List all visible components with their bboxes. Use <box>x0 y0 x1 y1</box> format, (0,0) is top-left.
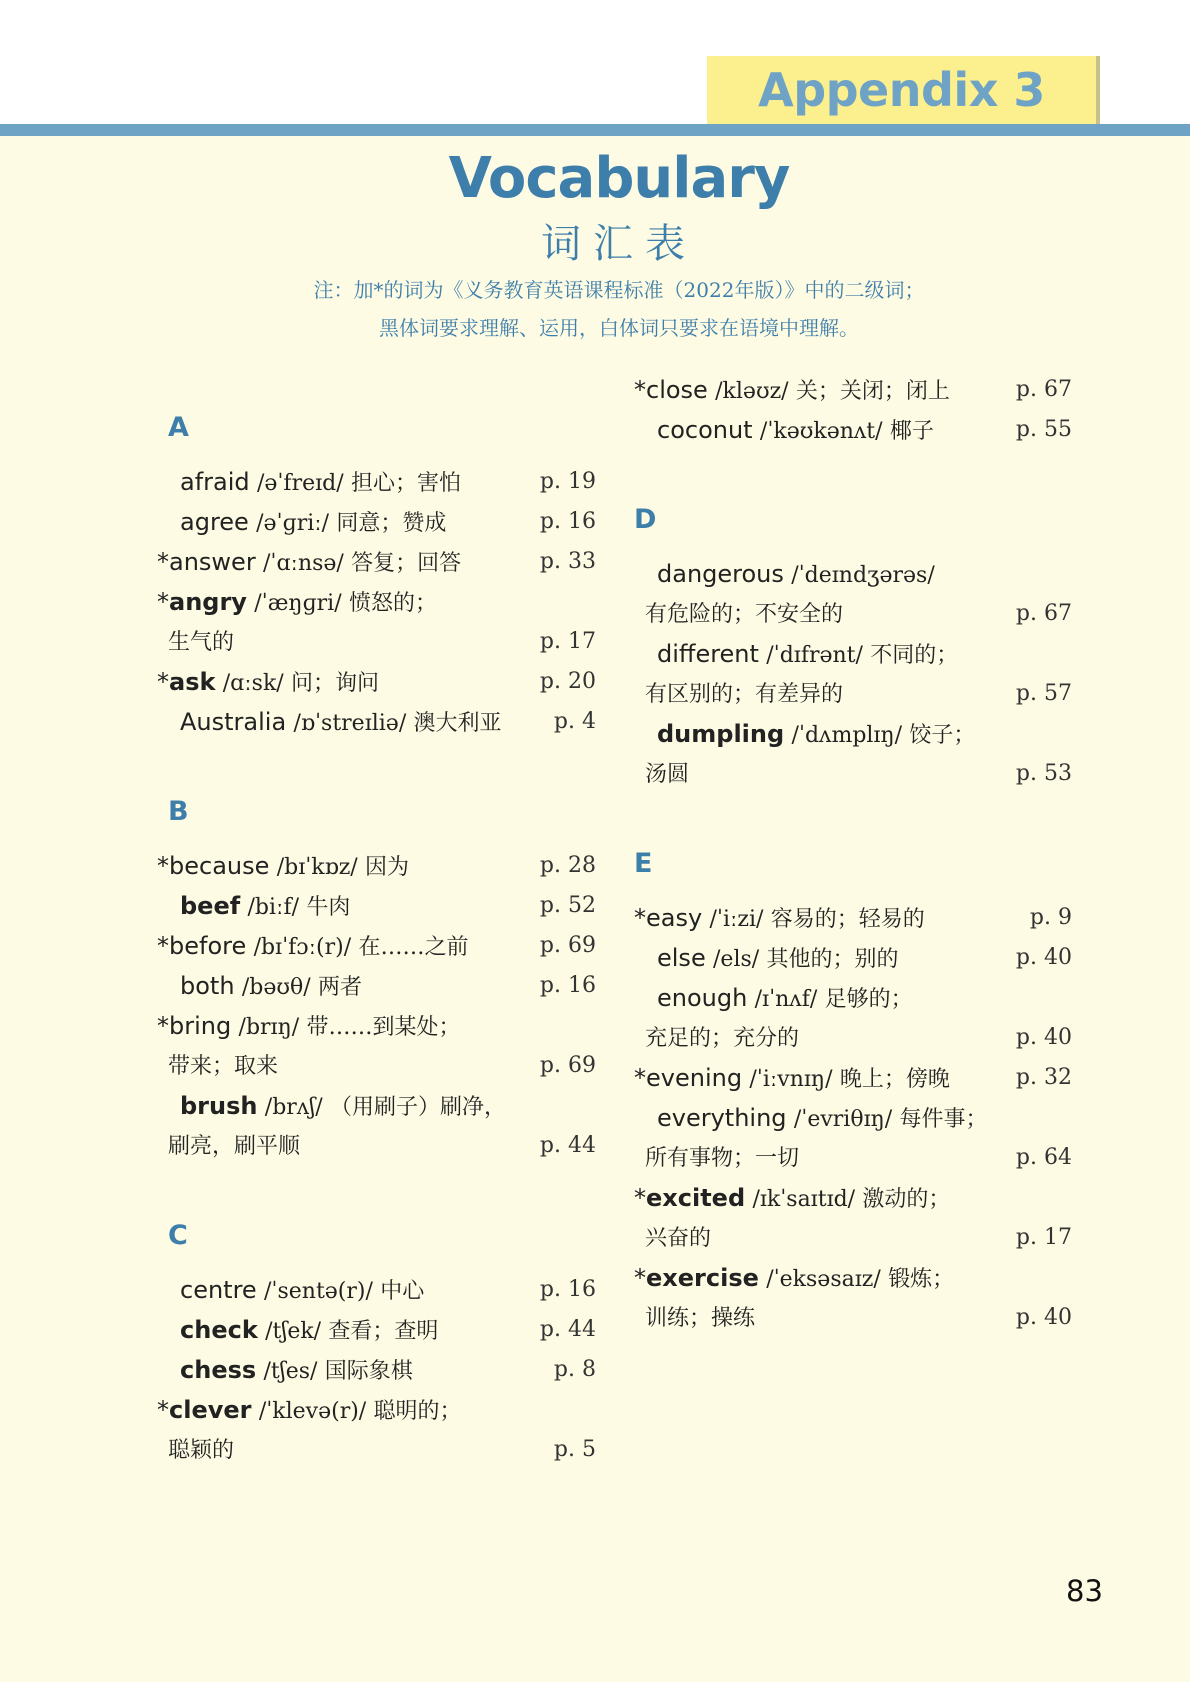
vocab-word: ask <box>169 668 216 696</box>
vocab-entry: *ask /ɑːsk/ 问；询问 p. 20 <box>157 668 596 696</box>
vocab-word: else <box>657 944 706 972</box>
vocab-entry: *excited /ɪkˈsaɪtɪd/ 激动的； <box>634 1184 951 1212</box>
note-line-1: 注：加*的词为《义务教育英语课程标准（2022年版）》中的二级词； <box>313 278 925 302</box>
vocab-entry: Australia /ɒˈstreɪliə/ 澳大利亚 p. 4 <box>180 708 596 736</box>
vocab-entry: beef /biːf/ 牛肉 p. 52 <box>180 892 596 920</box>
vocab-word: bring <box>169 1012 232 1040</box>
vocab-word: evening <box>646 1064 743 1092</box>
vocab-word: beef <box>180 892 241 920</box>
vocab-entry-continued: 兴奋的 p. 17 <box>645 1222 1072 1254</box>
vocab-entry: coconut /ˈkəʊkənʌt/ 椰子 p. 55 <box>657 416 1072 444</box>
page-ref: p. 19 <box>539 469 596 494</box>
vocab-word: brush <box>180 1092 258 1120</box>
vocab-entry-continued: 充足的；充分的 p. 40 <box>645 1022 1072 1054</box>
page-ref: p. 32 <box>1015 1065 1072 1090</box>
page-ref: p. 40 <box>1015 1305 1072 1330</box>
page-title: Vocabulary <box>448 146 790 211</box>
page-ref: p. 69 <box>539 1053 596 1078</box>
page-ref: p. 55 <box>1015 417 1072 442</box>
page-ref: p. 64 <box>1015 1145 1072 1170</box>
page-ref: p. 69 <box>539 933 596 958</box>
vocab-word: afraid <box>180 468 250 496</box>
note-line-2: 黑体词要求理解、运用，白体词只要求在语境中理解。 <box>379 316 859 340</box>
page-ref: p. 28 <box>539 853 596 878</box>
vocab-entry: *because /bɪˈkɒz/ 因为 p. 28 <box>157 852 596 880</box>
section-letter-e: E <box>634 848 653 879</box>
vocab-entry-continued: 有危险的；不安全的 p. 67 <box>645 598 1072 630</box>
page-ref: p. 9 <box>1029 905 1072 930</box>
header-rule <box>0 124 1190 136</box>
vocab-entry-continued: 汤圆 p. 53 <box>645 758 1072 790</box>
page-ref: p. 17 <box>1015 1225 1072 1250</box>
page-ref: p. 4 <box>553 709 596 734</box>
section-letter-c: C <box>168 1220 188 1251</box>
page-ref: p. 33 <box>539 549 596 574</box>
vocab-entry-continued: 有区别的；有差异的 p. 57 <box>645 678 1072 710</box>
page-ref: p. 57 <box>1015 681 1072 706</box>
vocab-entry: *clever /ˈklevə(r)/ 聪明的； <box>157 1396 462 1424</box>
vocab-word: excited <box>646 1184 746 1212</box>
section-letter-d: D <box>634 504 657 535</box>
vocab-word: because <box>169 852 270 880</box>
vocab-word: different <box>657 640 759 668</box>
vocab-entry: different /ˈdɪfrənt/ 不同的； <box>657 640 959 668</box>
page-ref: p. 16 <box>539 509 596 534</box>
vocab-entry-continued: 刷亮，刷平顺 p. 44 <box>168 1130 596 1162</box>
vocab-entry-continued: 训练；操练 p. 40 <box>645 1302 1072 1334</box>
section-letter-a: A <box>168 412 189 443</box>
vocab-entry: *before /bɪˈfɔː(r)/ 在……之前 p. 69 <box>157 932 596 960</box>
section-letter-b: B <box>168 796 189 827</box>
vocab-word: close <box>646 376 708 404</box>
page-ref: p. 67 <box>1015 377 1072 402</box>
vocab-entry-continued: 聪颖的 p. 5 <box>168 1434 596 1466</box>
vocab-word: Australia <box>180 708 287 736</box>
page-subtitle: 词汇表 <box>541 221 697 267</box>
vocab-entry: *answer /ˈɑːnsə/ 答复；回答 p. 33 <box>157 548 596 576</box>
page-ref: p. 8 <box>553 1357 596 1382</box>
page-number: 83 <box>1066 1574 1103 1608</box>
vocab-word: answer <box>169 548 256 576</box>
vocab-word: centre <box>180 1276 257 1304</box>
page-ref: p. 44 <box>539 1317 596 1342</box>
vocab-entry: dumpling /ˈdʌmplɪŋ/ 饺子； <box>657 720 976 748</box>
vocab-entry: *bring /brɪŋ/ 带……到某处； <box>157 1012 461 1040</box>
vocab-entry: both /bəʊθ/ 两者 p. 16 <box>180 972 596 1000</box>
page-ref: p. 16 <box>539 1277 596 1302</box>
page-ref: p. 20 <box>539 669 596 694</box>
vocab-entry: afraid /əˈfreɪd/ 担心；害怕 p. 19 <box>180 468 596 496</box>
vocab-entry: *evening /ˈiːvnɪŋ/ 晚上；傍晚 p. 32 <box>634 1064 1072 1092</box>
vocab-entry: *angry /ˈæŋɡri/ 愤怒的； <box>157 588 437 616</box>
vocab-entry: everything /ˈevriθɪŋ/ 每件事； <box>657 1104 988 1132</box>
vocab-entry: dangerous /ˈdeɪndʒərəs/ <box>657 560 935 588</box>
vocab-word: easy <box>646 904 703 932</box>
vocab-word: chess <box>180 1356 257 1384</box>
vocab-entry: agree /əˈɡriː/ 同意；赞成 p. 16 <box>180 508 596 536</box>
vocab-entry: *easy /ˈiːzi/ 容易的；轻易的 p. 9 <box>634 904 1072 932</box>
vocab-entry-continued: 带来；取来 p. 69 <box>168 1050 596 1082</box>
vocab-entry: enough /ɪˈnʌf/ 足够的； <box>657 984 913 1012</box>
page-ref: p. 17 <box>539 629 596 654</box>
page-ref: p. 53 <box>1015 761 1072 786</box>
vocab-entry-continued: 所有事物；一切 p. 64 <box>645 1142 1072 1174</box>
vocab-word: dangerous <box>657 560 784 588</box>
appendix-label: Appendix 3 <box>707 56 1096 124</box>
page-ref: p. 5 <box>553 1437 596 1462</box>
vocab-word: before <box>169 932 247 960</box>
page-ref: p. 40 <box>1015 945 1072 970</box>
vocab-entry: brush /brʌʃ/ （用刷子）刷净， <box>180 1092 506 1120</box>
vocab-word: dumpling <box>657 720 785 748</box>
page-ref: p. 52 <box>539 893 596 918</box>
vocab-entry: centre /ˈsentə(r)/ 中心 p. 16 <box>180 1276 596 1304</box>
vocab-word: exercise <box>646 1264 759 1292</box>
page-ref: p. 67 <box>1015 601 1072 626</box>
vocab-word: agree <box>180 508 249 536</box>
vocab-word: angry <box>169 588 247 616</box>
vocab-entry: *close /kləʊz/ 关；关闭；闭上 p. 67 <box>634 376 1072 404</box>
vocab-entry: chess /tʃes/ 国际象棋 p. 8 <box>180 1356 596 1384</box>
page-ref: p. 16 <box>539 973 596 998</box>
vocab-entry: *exercise /ˈeksəsaɪz/ 锻炼； <box>634 1264 955 1292</box>
vocab-entry-continued: 生气的 p. 17 <box>168 626 596 658</box>
vocab-word: enough <box>657 984 748 1012</box>
vocab-word: both <box>180 972 235 1000</box>
vocab-word: clever <box>169 1396 252 1424</box>
vocab-entry: else /els/ 其他的；别的 p. 40 <box>657 944 1072 972</box>
page-ref: p. 44 <box>539 1133 596 1158</box>
page-ref: p. 40 <box>1015 1025 1072 1050</box>
vocab-entry: check /tʃek/ 查看；查明 p. 44 <box>180 1316 596 1344</box>
vocab-word: check <box>180 1316 258 1344</box>
vocab-word: everything <box>657 1104 787 1132</box>
vocab-word: coconut <box>657 416 753 444</box>
